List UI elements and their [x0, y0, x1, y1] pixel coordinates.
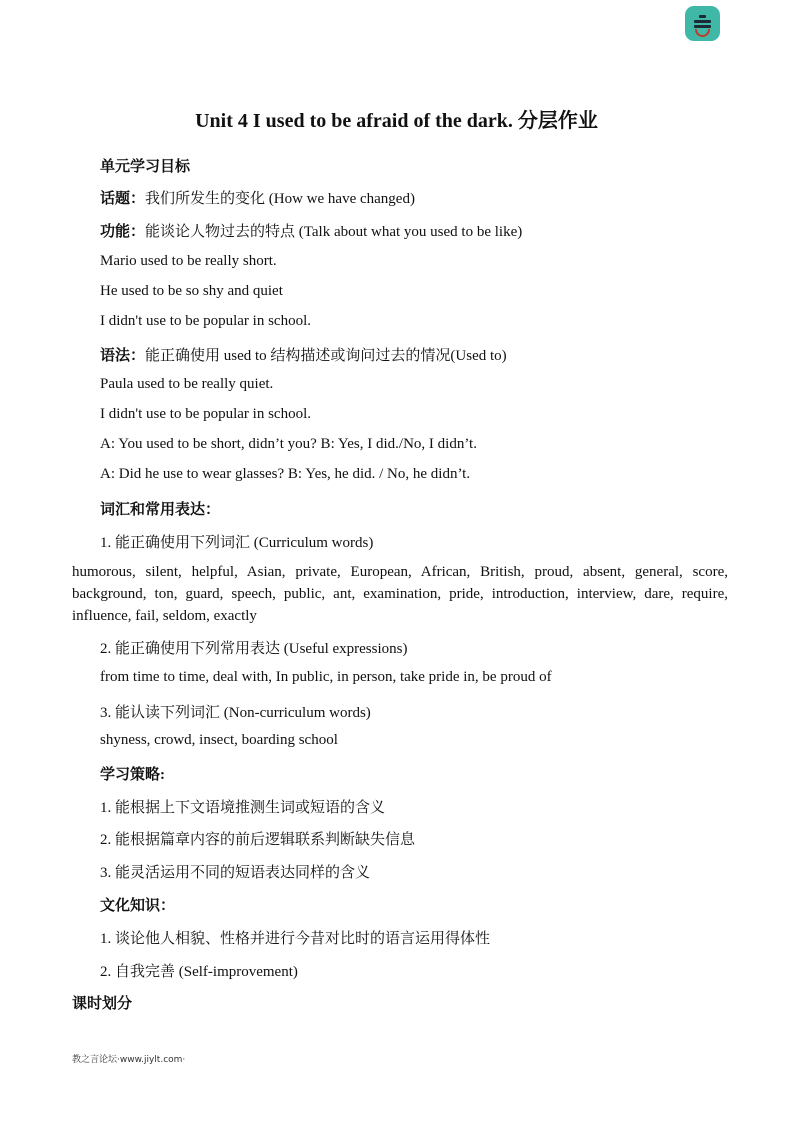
vocab-item-3: 3. 能认读下列词汇 (Non-curriculum words): [100, 705, 371, 721]
vocab-1-words: humorous, silent, helpful, Asian, private, European, African, British, proud, absent, general, score, background, ton, guard, speech, public, ant, examination, pride, introduction, interview, dare, require, influence, fail, seldom, exactly: [72, 564, 728, 624]
strategy-item: 3. 能灵活运用不同的短语表达同样的含义: [100, 865, 371, 881]
goal-heading: 单元学习目标: [100, 159, 191, 175]
vocab-2-words: from time to time, deal with, In public, in person, take pride in, be proud of: [100, 669, 552, 685]
grammar-example: A: You used to be short, didn’t you? B: Yes, I did./No, I didn’t.: [100, 436, 477, 452]
strategy-item: 2. 能根据篇章内容的前后逻辑联系判断缺失信息: [100, 832, 416, 848]
culture-heading: 文化知识：: [100, 898, 176, 914]
function-line: 功能：能谈论人物过去的特点 (Talk about what you used to be like): [100, 224, 523, 240]
grammar-example: I didn't use to be popular in school.: [100, 406, 312, 422]
grammar-example: A: Did he use to wear glasses? B: Yes, he did. / No, he didn’t.: [100, 466, 471, 482]
strategy-item: 1. 能根据上下文语境推测生词或短语的含义: [100, 800, 386, 816]
site-logo: [685, 6, 720, 41]
topic-line: 话题：我们所发生的变化 (How we have changed): [100, 191, 415, 207]
function-example: He used to be so shy and quiet: [100, 283, 283, 299]
vocab-item-2: 2. 能正确使用下列常用表达 (Useful expressions): [100, 641, 408, 657]
function-example: I didn't use to be popular in school.: [100, 313, 312, 329]
strategy-heading: 学习策略:: [100, 767, 165, 783]
function-example: Mario used to be really short.: [100, 253, 277, 269]
vocab-heading: 词汇和常用表达：: [100, 502, 221, 518]
page-footer: 教之言论坛·www.jiylt.com·: [72, 1055, 186, 1065]
vocab-item-1: 1. 能正确使用下列词汇 (Curriculum words): [100, 535, 374, 551]
culture-item: 1. 谈论他人相貌、性格并进行今昔对比时的语言运用得体性: [100, 931, 491, 947]
document-title: Unit 4 I used to be afraid of the dark. 分层作业: [195, 110, 598, 132]
grammar-example: Paula used to be really quiet.: [100, 376, 274, 392]
culture-item: 2. 自我完善 (Self-improvement): [100, 964, 298, 980]
grammar-line: 语法：能正确使用 used to 结构描述或询问过去的情况(Used to): [100, 348, 507, 364]
vocab-3-words: shyness, crowd, insect, boarding school: [100, 732, 338, 748]
schedule-heading: 课时划分: [72, 996, 133, 1012]
